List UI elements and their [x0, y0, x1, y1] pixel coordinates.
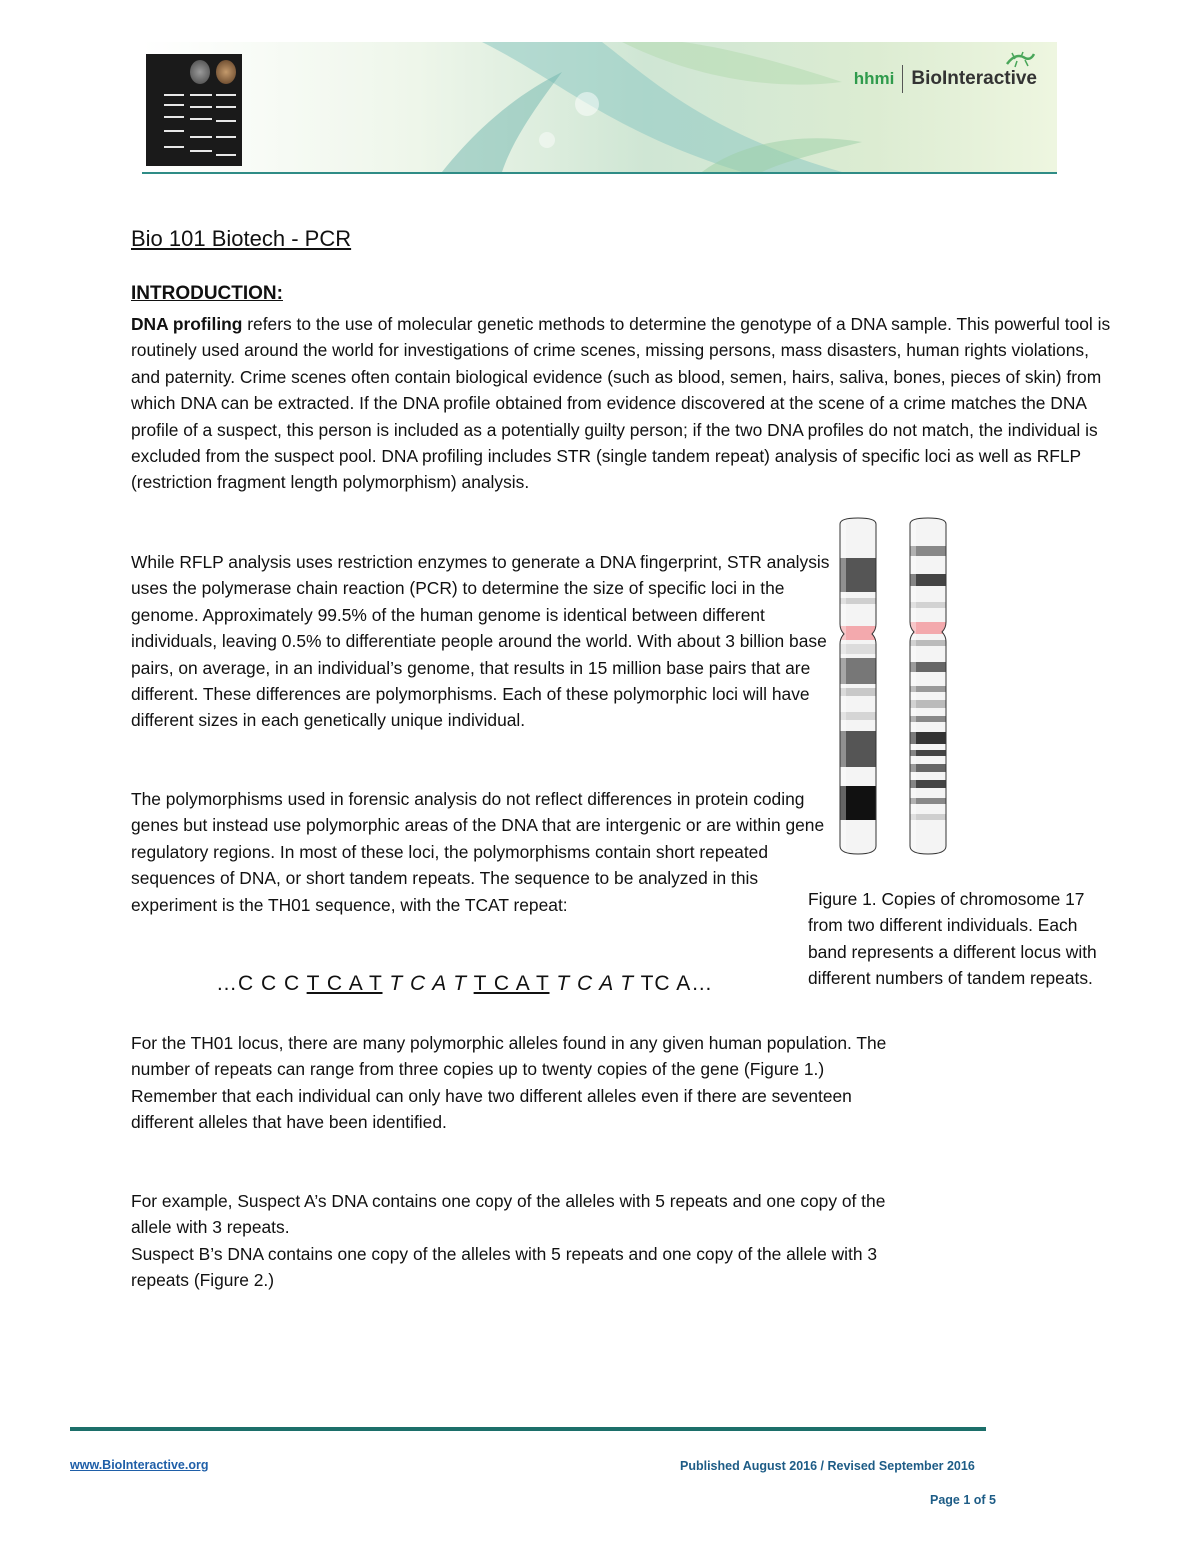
suspect-b-text: Suspect B’s DNA contains one copy of the alleles with 5 repeats and one copy of the allele with 3 repeats (Figure 2.)	[131, 1243, 877, 1291]
logo-hhmi-text: hhmi	[853, 69, 895, 88]
dna-gel-thumbnail	[146, 54, 242, 166]
tcat-repeat-4: T C A T	[556, 972, 635, 995]
th01-alleles-paragraph: For the TH01 locus, there are many polymorphic alleles found in any given human population. The number of repeats can range from three copies up to twenty copies of the gene (Figure 1.) Remember that each individual can only have two different alleles even if there are seventeen different alleles that have been identified.	[131, 1033, 887, 1133]
intro-paragraph	[131, 311, 1121, 496]
sequence-suffix: TC A…	[640, 972, 714, 995]
example-paragraph	[131, 1188, 891, 1294]
dna-profiling-term: DNA profiling	[131, 314, 243, 334]
suspect-a-text: For example, Suspect A’s DNA contains one copy of the alleles with 5 repeats and one copy of the allele with 3 repeats.	[131, 1191, 886, 1238]
sequence-prefix: …C C C	[216, 972, 307, 995]
logo-biointeractive-text: BioInteractive	[911, 68, 1037, 89]
page-number: Page 1 of 5	[930, 1493, 996, 1507]
introduction-heading: INTRODUCTION:	[131, 283, 283, 304]
chromosome-17-figure	[834, 516, 964, 858]
rflp-str-paragraph: While RFLP analysis uses restriction enzymes to generate a DNA fingerprint, STR analysis uses the polymerase chain reaction (PCR) to determine the size of specific loci in the genome. Approximately 99.5% of the human genome is identical between different individuals, leaving 0.5% to differentiate people around the world. With about 3 billion base pairs, on average, in an individual’s genome, that results in 15 million base pairs that are different. These differences are polymorphisms. Each of these polymorphic loci will have different sizes in each genetically unique individual.	[131, 552, 830, 731]
tcat-repeat-2: T C A T	[389, 972, 468, 995]
footer-divider	[70, 1427, 986, 1431]
intro-paragraph-text: refers to the use of molecular genetic methods to determine the genotype of a DNA sample. This powerful tool is routinely used around the world for investigations of crime scenes, missing persons, mass disasters, human rights violations, and paternity. Crime scenes often contain biological evidence (such as blood, semen, hairs, saliva, bones, pieces of skin) from which DNA can be extracted. If the DNA profile obtained from evidence discovered at the scene of a crime matches the DNA profile of a suspect, this person is included as a potentially guilty person; if the two DNA profiles do not match, the individual is excluded from the suspect pool. DNA profiling includes STR (single tandem repeat) analysis of specific loci as well as RFLP (restriction fragment length polymorphism) analysis.	[131, 314, 1111, 493]
publication-date: Published August 2016 / Revised September 2016	[680, 1459, 975, 1473]
polymorphism-paragraph: The polymorphisms used in forensic analysis do not reflect differences in protein coding genes but instead use polymorphic areas of the DNA that are intergenic or are within gene regulatory regions. In most of these loci, the polymorphisms contain short repeated sequences of DNA, or short tandem repeats. The sequence to be analyzed in this experiment is the TH01 sequence, with the TCAT repeat:	[131, 789, 825, 915]
tcat-repeat-1: T C A T	[306, 972, 383, 995]
header-banner	[142, 42, 1057, 174]
figure-1-caption: Figure 1. Copies of chromosome 17 from two different individuals. Each band represents a different locus with different numbers of tandem repeats.	[808, 889, 1097, 989]
lizard-icon	[1005, 50, 1035, 70]
tcat-repeat-3: T C A T	[473, 972, 550, 995]
biointeractive-link[interactable]: www.BioInteractive.org	[70, 1458, 209, 1472]
hhmi-biointeractive-logo	[854, 62, 1037, 96]
page-title: Bio 101 Biotech - PCR	[131, 226, 352, 251]
th01-sequence	[216, 972, 713, 996]
